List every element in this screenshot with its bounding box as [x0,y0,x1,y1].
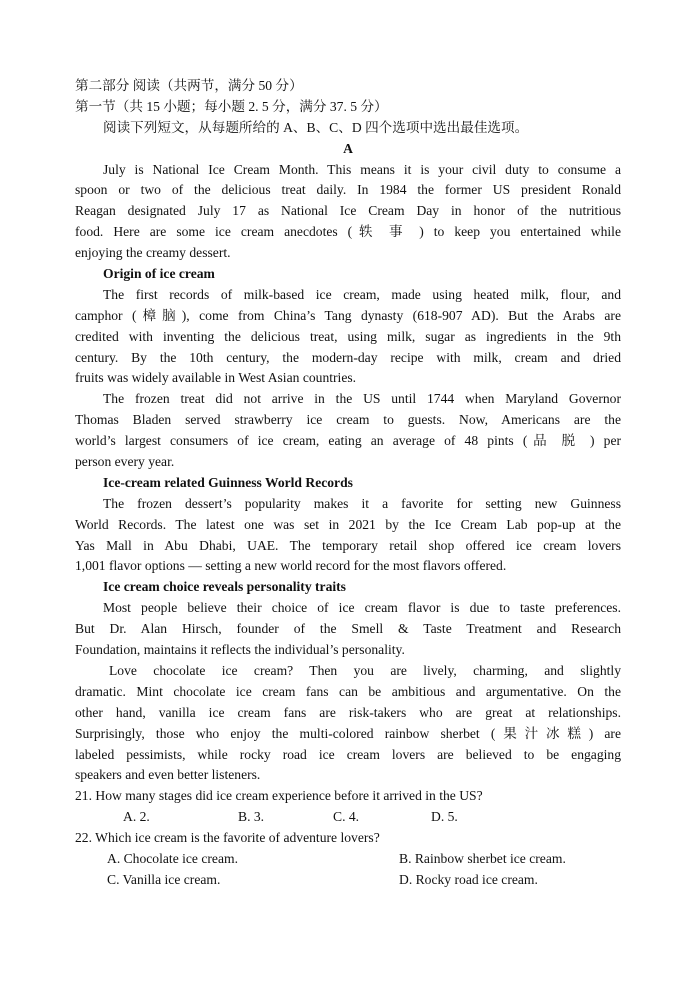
paragraph-flavors [75,661,621,786]
text-line: Yas Mall in Abu Dhabi, UAE. The temporary retail shop offered ice cream lovers [75,537,621,553]
question-22 [75,828,621,891]
text-line: credited with inventing the delicious treat, using milk, sugar as ingredients in the 9th [75,328,621,344]
option-c[interactable]: C. Vanilla ice cream. [107,871,221,887]
option-b[interactable]: B. 3. [238,809,265,825]
option-a[interactable]: A. Chocolate ice cream. [107,850,238,866]
text-line: camphor (樟脑), come from China’s Tang dynasty (618-907 AD). But the Arabs are [75,307,621,323]
paragraph-us-arrival [75,389,621,473]
text-line: July is National Ice Cream Month. This means it is your civil duty to consume a [103,161,621,177]
paragraph-intro [75,160,621,264]
option-d[interactable]: D. 5. [431,809,458,825]
question-options [75,849,621,870]
subheading-guinness: Ice-cream related Guinness World Records [103,474,353,490]
text-line: Reagan designated July 17 as National Ice Cream Day in honor of the nutritious [75,203,621,219]
part-heading: 第二部分 阅读（共两节，满分 50 分） [75,78,303,93]
text-line: The frozen dessert’s popularity makes it a favorite for setting new Guinness [103,495,621,511]
text-line: Love chocolate ice cream? Then you are lively, charming, and slightly [109,662,621,678]
instruction-text: 阅读下列短文，从每题所给的 A、B、C、D 四个选项中选出最佳选项。 [103,119,529,135]
text-line: dramatic. Mint chocolate ice cream fans can be ambitious and argumentative. On the [75,683,621,699]
paragraph-personality-intro [75,598,621,661]
question-options [75,807,621,828]
text-line: Surprisingly, those who enjoy the multi-colored rainbow sherbet (果汁冰糕) are [75,725,621,741]
text-line: 1,001 flavor options — setting a new world record for the most flavors offered. [75,558,507,574]
paragraph-origin [75,285,621,389]
question-stem: 21. How many stages did ice cream experience before it arrived in the US? [75,788,483,804]
subheading-origin: Origin of ice cream [103,266,215,282]
question-21 [75,786,621,828]
text-line: fruits was widely available in West Asian countries. [75,370,357,386]
text-line: World Records. The latest one was set in 2021 by the Ice Cream Lab pop-up at the [75,516,621,532]
text-line: Most people believe their choice of ice cream flavor is due to taste preferences. [103,600,621,616]
paragraph-guinness [75,494,621,578]
text-line: person every year. [75,454,175,470]
text-line: world’s largest consumers of ice cream, eating an average of 48 pints (品 脱 ) per [75,433,621,449]
text-line: The frozen treat did not arrive in the US until 1744 when Maryland Governor [103,391,621,407]
option-b[interactable]: B. Rainbow sherbet ice cream. [399,850,566,866]
text-line: labeled pessimists, while rocky road ice cream lovers are believed to be engaging [75,746,621,762]
option-c[interactable]: C. 4. [333,809,360,825]
question-stem: 22. Which ice cream is the favorite of adventure lovers? [75,830,380,846]
text-line: spoon or two of the delicious treat daily. In 1984 the former US president Ronald [75,182,621,198]
section-heading: 第一节（共 15 小题；每小题 2. 5 分，满分 37. 5 分） [75,98,388,114]
text-line: The first records of milk-based ice cream, made using heated milk, flour, and [103,286,621,302]
text-line: Foundation, maintains it reflects the individual’s personality. [75,642,405,658]
subheading-personality: Ice cream choice reveals personality traits [103,579,346,595]
text-line: Thomas Bladen served strawberry ice cream to guests. Now, Americans are the [75,412,621,428]
text-line: other hand, vanilla ice cream fans are risk-takers who are great at relationships. [75,704,621,720]
exam-page [75,76,621,891]
option-d[interactable]: D. Rocky road ice cream. [399,871,538,887]
text-line: speakers and even better listeners. [75,767,261,783]
question-options [75,870,621,891]
passage-letter: A [343,140,353,156]
text-line: enjoying the creamy dessert. [75,245,231,261]
option-a[interactable]: A. 2. [123,809,150,825]
text-line: food. Here are some ice cream anecdotes (轶 事 ) to keep you entertained while [75,224,621,240]
text-line: But Dr. Alan Hirsch, founder of the Smell & Taste Treatment and Research [75,621,621,637]
text-line: century. By the 10th century, the modern-day recipe with milk, cream and dried [75,349,621,365]
